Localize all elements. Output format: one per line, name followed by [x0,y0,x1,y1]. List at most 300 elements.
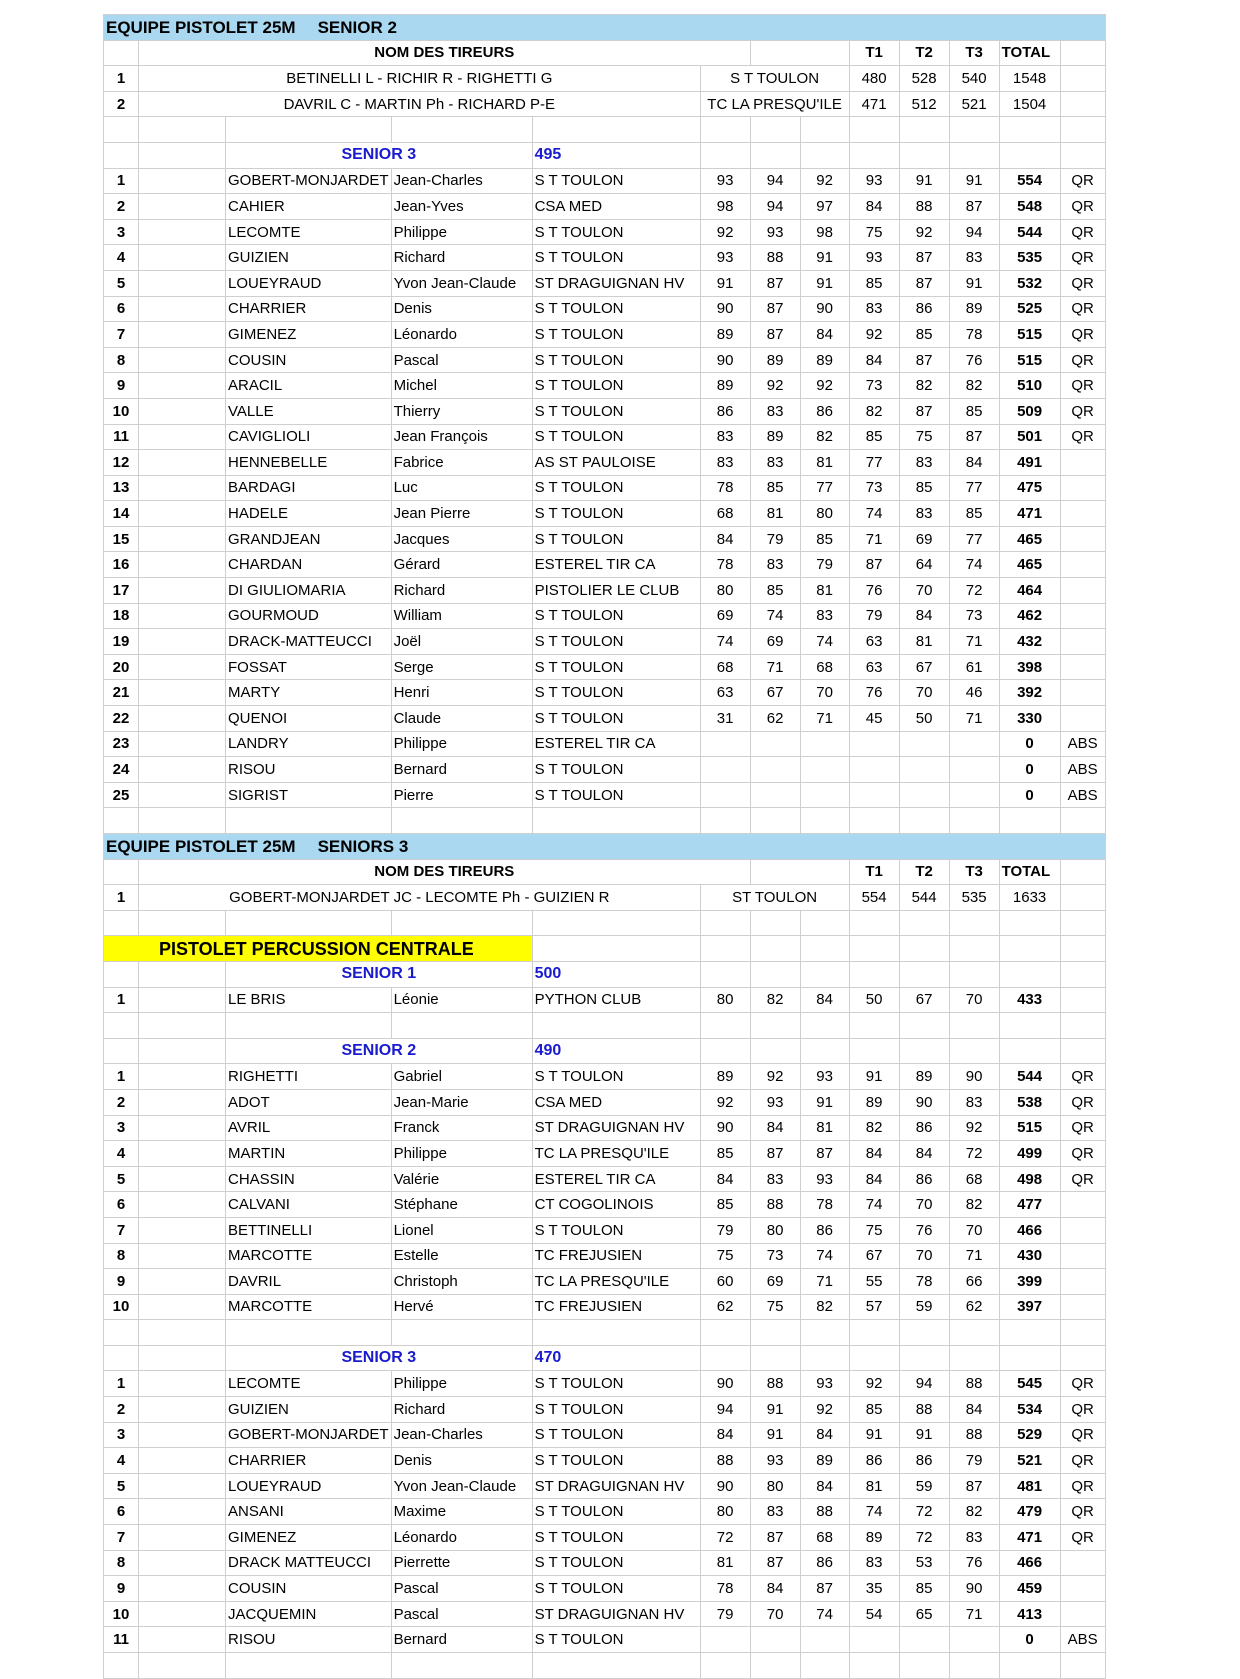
total-header: TOTAL [999,859,1060,885]
note-cell: QR [1060,1397,1105,1423]
firstname-cell: Thierry [391,398,532,424]
empty-cell [139,1320,226,1346]
empty-cell [532,117,700,143]
shooter-row [104,424,1106,450]
series-score-cell: 94 [750,168,800,194]
shooter-row [104,1089,1106,1115]
empty-cell [1060,936,1105,962]
club-cell: S T TOULON [532,603,700,629]
club-cell: S T TOULON [532,398,700,424]
series-score-cell: 72 [899,1525,949,1551]
empty-cell [800,142,849,168]
series-score-cell: 79 [949,1448,999,1474]
shooter-row [104,1627,1106,1653]
total-cell: 529 [999,1422,1060,1448]
shooter-row [104,603,1106,629]
note-cell: QR [1060,1525,1105,1551]
empty-cell [139,1243,226,1269]
series-score-cell: 64 [899,552,949,578]
rank-cell: 1 [104,1371,139,1397]
club-cell: CT COGOLINOIS [532,1192,700,1218]
series-score-cell: 83 [700,450,750,476]
firstname-cell: Léonardo [391,322,532,348]
note-cell: QR [1060,245,1105,271]
empty-cell [139,1397,226,1423]
series-score-cell: 35 [849,1576,899,1602]
series-score-cell: 84 [949,450,999,476]
series-score-cell: 87 [899,347,949,373]
series-score-cell: 75 [750,1294,800,1320]
series-score-cell: 83 [949,1525,999,1551]
series-score-cell: 80 [700,987,750,1013]
series-score-cell: 84 [899,603,949,629]
series-score-cell: 75 [700,1243,750,1269]
series-score-cell: 84 [849,1141,899,1167]
empty-cell [391,1320,532,1346]
series-score-cell: 74 [800,1601,849,1627]
surname-cell: DRACK-MATTEUCCI [226,629,392,655]
series-score-cell: 75 [849,219,899,245]
series-score-cell: 72 [700,1525,750,1551]
shooter-row [104,322,1106,348]
firstname-cell: Richard [391,245,532,271]
firstname-cell: Claude [391,706,532,732]
total-cell: 459 [999,1576,1060,1602]
series-score-cell: 94 [700,1397,750,1423]
empty-cell [700,1653,750,1679]
note-cell [1060,654,1105,680]
empty-cell [139,1294,226,1320]
shooter-row [104,1269,1106,1295]
rank-cell: 1 [104,987,139,1013]
note-cell [1060,629,1105,655]
surname-cell: LECOMTE [226,1371,392,1397]
series-score-cell: 91 [849,1064,899,1090]
series-score-cell: 86 [700,398,750,424]
series-score-cell: 85 [899,1576,949,1602]
total-cell: 432 [999,629,1060,655]
firstname-cell: Estelle [391,1243,532,1269]
series-score-cell: 89 [899,1064,949,1090]
series-score-cell: 86 [800,1217,849,1243]
series-score-cell: 79 [849,603,899,629]
rank-cell: 2 [104,1089,139,1115]
empty-cell [104,1320,139,1346]
team-title-text: EQUIPE PISTOLET 25M [106,17,296,37]
empty-cell [1060,1345,1105,1371]
series-score-cell: 84 [800,987,849,1013]
rank-cell: 7 [104,322,139,348]
note-cell: QR [1060,373,1105,399]
series-score-cell: 63 [700,680,750,706]
series-score-cell: 74 [949,552,999,578]
empty-cell [899,117,949,143]
firstname-cell: Jacques [391,526,532,552]
spacer-row [104,1013,1106,1039]
t3-cell: 540 [949,66,999,92]
club-cell: S T TOULON [532,1576,700,1602]
club-cell: S T TOULON [532,1371,700,1397]
series-score-cell: 87 [949,1473,999,1499]
empty-cell [139,1013,226,1039]
series-score-cell: 87 [849,552,899,578]
shooter-row [104,1601,1106,1627]
note-cell [1060,526,1105,552]
empty-cell [800,910,849,936]
empty-cell [1060,142,1105,168]
note-cell [1060,706,1105,732]
empty-cell [750,961,800,987]
firstname-cell: Léonie [391,987,532,1013]
t2-cell: 528 [899,66,949,92]
spacer-row [104,808,1106,834]
empty-cell [949,910,999,936]
note-cell: QR [1060,1089,1105,1115]
total-cell: 399 [999,1269,1060,1295]
note-cell [1060,987,1105,1013]
series-score-cell [750,782,800,808]
club-cell: S T TOULON [532,1627,700,1653]
series-score-cell: 93 [700,245,750,271]
rank-cell: 10 [104,1601,139,1627]
empty-cell [999,142,1060,168]
empty-cell [1060,885,1105,911]
series-score-cell: 92 [800,1397,849,1423]
empty-cell [139,552,226,578]
qualification-score: 495 [532,142,700,168]
series-score-cell: 68 [700,654,750,680]
empty-cell [104,142,139,168]
empty-cell [949,961,999,987]
series-score-cell [949,731,999,757]
empty-cell [532,910,700,936]
total-cell: 499 [999,1141,1060,1167]
empty-cell [139,450,226,476]
shooter-row [104,1217,1106,1243]
team-names-cell: DAVRIL C - MARTIN Ph - RICHARD P-E [139,91,701,117]
club-cell: S T TOULON [532,680,700,706]
series-score-cell: 76 [899,1217,949,1243]
series-score-cell: 87 [750,1525,800,1551]
surname-cell: LOUEYRAUD [226,270,392,296]
note-cell: QR [1060,194,1105,220]
series-score-cell: 70 [899,680,949,706]
series-score-cell: 73 [750,1243,800,1269]
rank-cell: 6 [104,1192,139,1218]
firstname-cell: Pierrette [391,1550,532,1576]
series-score-cell: 59 [899,1473,949,1499]
series-score-cell: 84 [899,1141,949,1167]
empty-cell [899,1038,949,1064]
shooter-row [104,1141,1106,1167]
surname-cell: ANSANI [226,1499,392,1525]
club-cell: ESTEREL TIR CA [532,731,700,757]
series-score-cell: 89 [849,1525,899,1551]
series-score-cell: 83 [849,1550,899,1576]
total-cell: 465 [999,552,1060,578]
shooter-row [104,398,1106,424]
team-title-text: EQUIPE PISTOLET 25M [106,836,296,856]
t1-cell: 471 [849,91,899,117]
series-score-cell [949,782,999,808]
category-label: SENIOR 3 [226,142,533,168]
rank-cell: 11 [104,1627,139,1653]
series-score-cell: 82 [849,1115,899,1141]
series-score-cell [800,782,849,808]
series-score-cell: 90 [700,1371,750,1397]
series-score-cell: 78 [700,1576,750,1602]
series-score-cell: 62 [750,706,800,732]
empty-cell [800,117,849,143]
surname-cell: CHARRIER [226,1448,392,1474]
series-score-cell: 61 [949,654,999,680]
series-score-cell: 80 [800,501,849,527]
surname-cell: LE BRIS [226,987,392,1013]
shooter-row [104,270,1106,296]
series-score-cell: 82 [949,373,999,399]
t1-header: T1 [849,859,899,885]
empty-cell [226,1320,392,1346]
series-score-cell: 92 [949,1115,999,1141]
series-score-cell: 77 [849,450,899,476]
empty-cell [999,1038,1060,1064]
note-cell: ABS [1060,1627,1105,1653]
series-score-cell [800,757,849,783]
note-cell: ABS [1060,731,1105,757]
series-score-cell: 85 [849,270,899,296]
empty-cell [750,1345,800,1371]
club-cell: S T TOULON [532,782,700,808]
surname-cell: JACQUEMIN [226,1601,392,1627]
series-score-cell: 71 [800,706,849,732]
series-score-cell: 91 [800,1089,849,1115]
rank-cell: 1 [104,168,139,194]
t2-header: T2 [899,859,949,885]
empty-cell [139,808,226,834]
empty-cell [139,501,226,527]
note-cell [1060,680,1105,706]
empty-cell [532,1653,700,1679]
banner-row [104,936,1106,962]
series-score-cell: 72 [899,1499,949,1525]
empty-cell [849,1038,899,1064]
series-score-cell: 70 [949,987,999,1013]
rank-cell: 18 [104,603,139,629]
rank-cell: 23 [104,731,139,757]
empty-cell [949,936,999,962]
series-score-cell: 82 [949,1499,999,1525]
series-score-cell: 81 [750,501,800,527]
series-score-cell: 81 [899,629,949,655]
total-cell: 538 [999,1089,1060,1115]
series-score-cell: 91 [800,270,849,296]
empty-cell [999,1013,1060,1039]
rank-cell: 3 [104,1115,139,1141]
t1-header: T1 [849,40,899,66]
series-score-cell: 88 [800,1499,849,1525]
firstname-cell: Pierre [391,782,532,808]
firstname-cell: Denis [391,296,532,322]
rank-cell: 9 [104,1269,139,1295]
series-score-cell: 83 [899,501,949,527]
total-cell: 481 [999,1473,1060,1499]
series-score-cell: 69 [700,603,750,629]
total-cell: 462 [999,603,1060,629]
shooter-row [104,578,1106,604]
shooter-row [104,1192,1106,1218]
series-score-cell: 57 [849,1294,899,1320]
series-score-cell: 90 [700,1473,750,1499]
series-score-cell: 76 [849,578,899,604]
series-score-cell: 83 [750,1499,800,1525]
shooter-row [104,1448,1106,1474]
series-score-cell: 93 [750,219,800,245]
series-score-cell: 87 [750,296,800,322]
note-cell [1060,1576,1105,1602]
empty-cell [139,1192,226,1218]
series-score-cell: 91 [800,245,849,271]
total-cell: 0 [999,757,1060,783]
series-score-cell: 91 [899,168,949,194]
empty-cell [139,1499,226,1525]
empty-cell [139,1269,226,1295]
total-cell: 0 [999,782,1060,808]
surname-cell: AVRIL [226,1115,392,1141]
club-cell: S T TOULON [700,66,849,92]
rank-cell: 3 [104,219,139,245]
series-score-cell: 90 [899,1089,949,1115]
series-score-cell: 92 [849,322,899,348]
shooter-row [104,706,1106,732]
series-score-cell: 69 [750,1269,800,1295]
empty-cell [849,142,899,168]
spacer-row [104,1653,1106,1679]
surname-cell: CALVANI [226,1192,392,1218]
series-score-cell: 83 [700,424,750,450]
rank-cell: 15 [104,526,139,552]
series-score-cell: 74 [800,629,849,655]
empty-cell [532,1013,700,1039]
series-score-cell: 74 [700,629,750,655]
series-score-cell: 83 [899,450,949,476]
surname-cell: CHASSIN [226,1166,392,1192]
total-cell: 1504 [999,91,1060,117]
series-score-cell: 83 [849,296,899,322]
club-cell: S T TOULON [532,526,700,552]
empty-cell [1060,910,1105,936]
series-score-cell: 84 [949,1397,999,1423]
total-cell: 548 [999,194,1060,220]
discipline-banner: PISTOLET PERCUSSION CENTRALE [104,936,533,962]
note-cell [1060,578,1105,604]
empty-cell [1060,1320,1105,1346]
empty-cell [1060,859,1105,885]
empty-cell [1060,117,1105,143]
surname-cell: GUIZIEN [226,245,392,271]
rank-cell: 8 [104,1550,139,1576]
series-score-cell: 94 [949,219,999,245]
empty-cell [849,910,899,936]
series-score-cell: 76 [949,347,999,373]
empty-cell [139,245,226,271]
rank-cell: 6 [104,1499,139,1525]
empty-cell [899,1653,949,1679]
empty-cell [104,1038,139,1064]
series-score-cell: 88 [750,1371,800,1397]
total-cell: 477 [999,1192,1060,1218]
series-score-cell: 70 [800,680,849,706]
series-score-cell: 53 [899,1550,949,1576]
empty-cell [139,1422,226,1448]
empty-cell [849,1653,899,1679]
total-cell: 509 [999,398,1060,424]
note-cell: QR [1060,1064,1105,1090]
series-score-cell: 71 [849,526,899,552]
shooter-row [104,245,1106,271]
series-score-cell: 87 [899,245,949,271]
series-score-cell: 77 [949,526,999,552]
category-label: SENIOR 2 [226,1038,533,1064]
series-score-cell: 83 [949,1089,999,1115]
surname-cell: MARTY [226,680,392,706]
series-score-cell: 98 [700,194,750,220]
series-score-cell: 66 [949,1269,999,1295]
firstname-cell: Yvon Jean-Claude [391,270,532,296]
series-score-cell: 92 [750,1064,800,1090]
t3-cell: 521 [949,91,999,117]
club-cell: CSA MED [532,194,700,220]
series-score-cell: 91 [849,1422,899,1448]
series-score-cell: 59 [899,1294,949,1320]
series-score-cell: 69 [899,526,949,552]
shooter-row [104,501,1106,527]
series-score-cell: 74 [849,1499,899,1525]
club-cell: S T TOULON [532,1550,700,1576]
empty-cell [750,859,849,885]
names-header: NOM DES TIREURS [139,859,751,885]
series-score-cell: 82 [849,398,899,424]
rank-cell: 9 [104,1576,139,1602]
empty-cell [139,680,226,706]
note-cell: QR [1060,424,1105,450]
note-cell [1060,501,1105,527]
total-cell: 501 [999,424,1060,450]
total-cell: 0 [999,731,1060,757]
shooter-row [104,680,1106,706]
firstname-cell: Bernard [391,1627,532,1653]
note-cell [1060,1550,1105,1576]
shooter-row [104,1166,1106,1192]
rank-cell: 6 [104,296,139,322]
empty-cell [139,475,226,501]
series-score-cell: 82 [750,987,800,1013]
rank-cell: 1 [104,66,139,92]
team-title-row [104,834,1106,860]
surname-cell: LECOMTE [226,219,392,245]
series-score-cell: 67 [849,1243,899,1269]
empty-cell [139,373,226,399]
note-cell [1060,1294,1105,1320]
rank-cell: 14 [104,501,139,527]
note-cell: QR [1060,1422,1105,1448]
shooter-row [104,1294,1106,1320]
empty-cell [139,1473,226,1499]
series-score-cell: 68 [800,654,849,680]
spacer-row [104,1320,1106,1346]
series-score-cell: 94 [750,194,800,220]
empty-cell [949,1345,999,1371]
rank-cell: 7 [104,1217,139,1243]
